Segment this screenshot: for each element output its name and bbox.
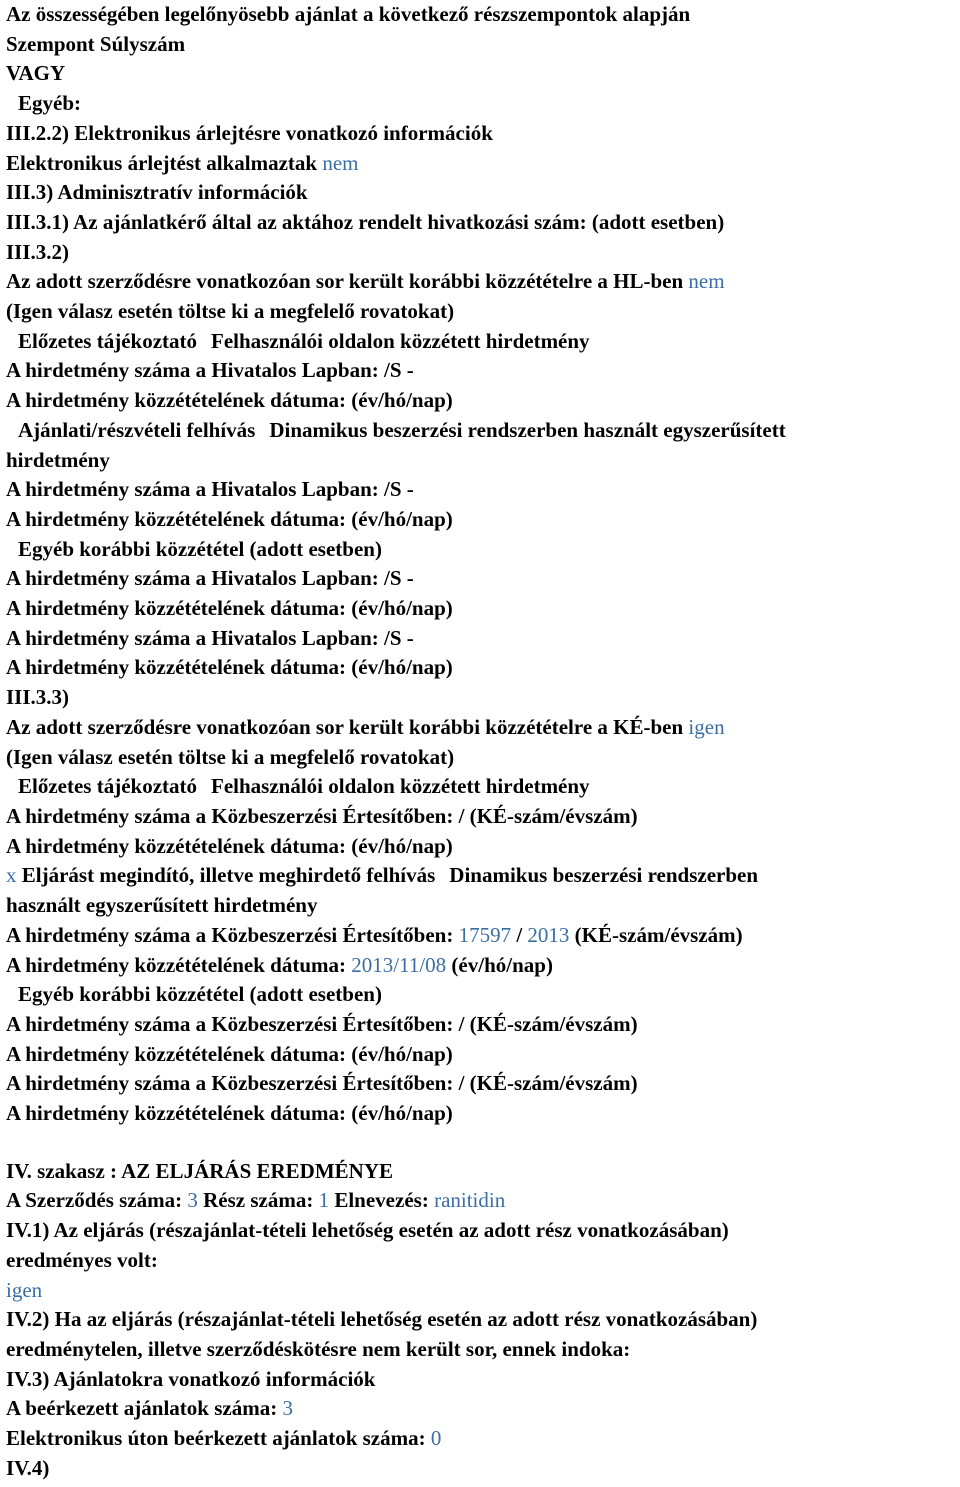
separator: / <box>511 922 528 947</box>
prior-info-label: Előzetes tájékoztató <box>18 774 198 799</box>
hl-publication-row <box>6 267 956 297</box>
section-iv-heading: IV. szakasz : AZ ELJÁRÁS EREDMÉNYE <box>6 1158 394 1183</box>
evaluation-criteria-heading: Az összességében legelőnyösebb ajánlat a következő részszempontok alapján <box>6 2 691 26</box>
lot-number-label: Rész száma: <box>197 1188 319 1213</box>
ke-number-value: 17597 <box>458 922 512 947</box>
ke-year-value: 2013 <box>527 922 570 947</box>
tenders-received-row <box>6 1394 956 1424</box>
notice-date-filled <box>6 951 956 981</box>
dps-notice-label-cont: használt egyszerűsített hirdetmény <box>6 893 318 918</box>
title-value: ranitidin <box>434 1188 506 1213</box>
ke-notice-number: A hirdetmény száma a Közbeszerzési Értesítőben: / (KÉ-szám/évszám) <box>6 1071 638 1096</box>
section-iv-2-heading: IV.2) Ha az eljárás (részajánlat-tételi lehetőség esetén az adott rész vonatkozásában) <box>6 1307 758 1332</box>
section-iv-1-heading-cont: eredményes volt: <box>6 1247 158 1272</box>
procedure-notice-label: Eljárást megindító, illetve meghirdető felhívás <box>16 863 436 888</box>
ke-notice-number-label: A hirdetmény száma a Közbeszerzési Értesítőben: <box>6 922 459 947</box>
ke-notice-number-filled <box>6 921 956 951</box>
section-iv-1-heading: IV.1) Az eljárás (részajánlat-tételi lehetőség esetén az adott rész vonatkozásában) <box>6 1218 729 1243</box>
ke-publication-row <box>6 713 956 743</box>
hl-publication-value: nem <box>688 269 725 294</box>
tenders-received-value: 3 <box>282 1396 293 1421</box>
oj-notice-number: A hirdetmény száma a Hivatalos Lapban: /S - <box>6 358 414 383</box>
section-iv-3-heading: IV.3) Ajánlatokra vonatkozó információk <box>6 1366 376 1391</box>
hl-publication-label: Az adott szerződésre vonatkozóan sor került korábbi közzétételre a HL-ben <box>6 269 689 294</box>
oj-notice-number: A hirdetmény száma a Hivatalos Lapban: /S - <box>6 566 414 591</box>
procedure-notice-row <box>6 861 956 891</box>
section-iii-3-heading: III.3) Adminisztratív információk <box>6 180 308 205</box>
electronic-tenders-row <box>6 1424 956 1454</box>
notice-date: A hirdetmény közzétételének dátuma: (év/hó/nap) <box>6 1101 453 1126</box>
ke-notice-number: A hirdetmény száma a Közbeszerzési Értesítőben: / (KÉ-szám/évszám) <box>6 1011 638 1036</box>
dps-notice-label-cont: hirdetmény <box>6 447 110 472</box>
successful-value: igen <box>6 1277 43 1302</box>
dps-notice-label: Dinamikus beszerzési rendszerben <box>449 863 759 888</box>
procedure-successful-value <box>6 1276 956 1306</box>
buyer-profile-label: Felhasználói oldalon közzétett hirdetmény <box>211 774 590 799</box>
notice-date: A hirdetmény közzétételének dátuma: (év/hó/nap) <box>6 388 453 413</box>
e-auction-row <box>6 149 956 179</box>
oj-notice-number: A hirdetmény száma a Hivatalos Lapban: /S - <box>6 625 414 650</box>
ke-publication-label: Az adott szerződésre vonatkozóan sor került korábbi közzétételre a KÉ-ben <box>6 714 689 739</box>
title-label: Elnevezés: <box>329 1188 435 1213</box>
contract-number-value: 3 <box>187 1188 198 1213</box>
notice-date: A hirdetmény közzétételének dátuma: (év/hó/nap) <box>6 1041 453 1066</box>
fill-instruction: (Igen válasz esetén töltse ki a megfelelő rovatokat) <box>6 744 455 769</box>
ke-format-hint: (KÉ-szám/évszám) <box>569 922 743 947</box>
tenders-received-label: A beérkezett ajánlatok száma: <box>6 1396 283 1421</box>
e-auction-value: nem <box>322 150 359 175</box>
notice-date: A hirdetmény közzétételének dátuma: (év/hó/nap) <box>6 506 453 531</box>
fill-instruction: (Igen válasz esetén töltse ki a megfelelő rovatokat) <box>6 299 455 324</box>
or-label: VAGY <box>6 61 66 86</box>
ke-notice-number: A hirdetmény száma a Közbeszerzési Értesítőben: / (KÉ-szám/évszám) <box>6 803 638 828</box>
date-format-hint: (év/hó/nap) <box>446 952 553 977</box>
contract-notice-label: Ajánlati/részvételi felhívás <box>18 417 256 442</box>
prior-info-row <box>6 327 956 357</box>
section-iv-4-heading: IV.4) <box>6 1455 50 1480</box>
other-label: Egyéb: <box>18 91 81 116</box>
other-prior-publication: Egyéb korábbi közzététel (adott esetben) <box>18 536 382 561</box>
other-prior-publication: Egyéb korábbi közzététel (adott esetben) <box>18 982 382 1007</box>
dps-notice-label: Dinamikus beszerzési rendszerben használt egyszerűsített <box>269 417 786 442</box>
buyer-profile-label: Felhasználói oldalon közzétett hirdetmény <box>211 328 590 353</box>
electronic-tenders-value: 0 <box>430 1426 442 1451</box>
prior-info-row <box>6 772 956 802</box>
notice-date: A hirdetmény közzétételének dátuma: (év/hó/nap) <box>6 833 453 858</box>
e-auction-label: Elektronikus árlejtést alkalmaztak <box>6 150 323 175</box>
contract-info-row <box>6 1186 956 1216</box>
section-iii-2-2-heading: III.2.2) Elektronikus árlejtésre vonatkozó információk <box>6 120 493 145</box>
electronic-tenders-label: Elektronikus úton beérkezett ajánlatok száma: <box>6 1426 431 1451</box>
oj-notice-number: A hirdetmény száma a Hivatalos Lapban: /S - <box>6 477 414 502</box>
section-iii-3-3-heading: III.3.3) <box>6 685 70 710</box>
notice-date-value: 2013/11/08 <box>351 952 447 977</box>
checked-mark: x <box>6 863 17 888</box>
section-iii-3-2-heading: III.3.2) <box>6 239 70 264</box>
notice-date: A hirdetmény közzétételének dátuma: (év/hó/nap) <box>6 596 453 621</box>
section-iii-3-1-heading: III.3.1) Az ajánlatkérő által az aktához rendelt hivatkozási szám: (adott esetben) <box>6 209 725 234</box>
criteria-weight-header: Szempont Súlyszám <box>6 31 186 56</box>
contract-notice-row <box>6 416 956 446</box>
contract-number-label: A Szerződés száma: <box>6 1188 188 1213</box>
lot-number-value: 1 <box>318 1188 330 1213</box>
ke-publication-value: igen <box>688 714 725 739</box>
notice-date: A hirdetmény közzétételének dátuma: (év/hó/nap) <box>6 655 453 680</box>
prior-info-label: Előzetes tájékoztató <box>18 328 198 353</box>
section-iv-2-heading-cont: eredménytelen, illetve szerződéskötésre nem került sor, ennek indoka: <box>6 1336 631 1361</box>
notice-date-label: A hirdetmény közzétételének dátuma: <box>6 952 352 977</box>
